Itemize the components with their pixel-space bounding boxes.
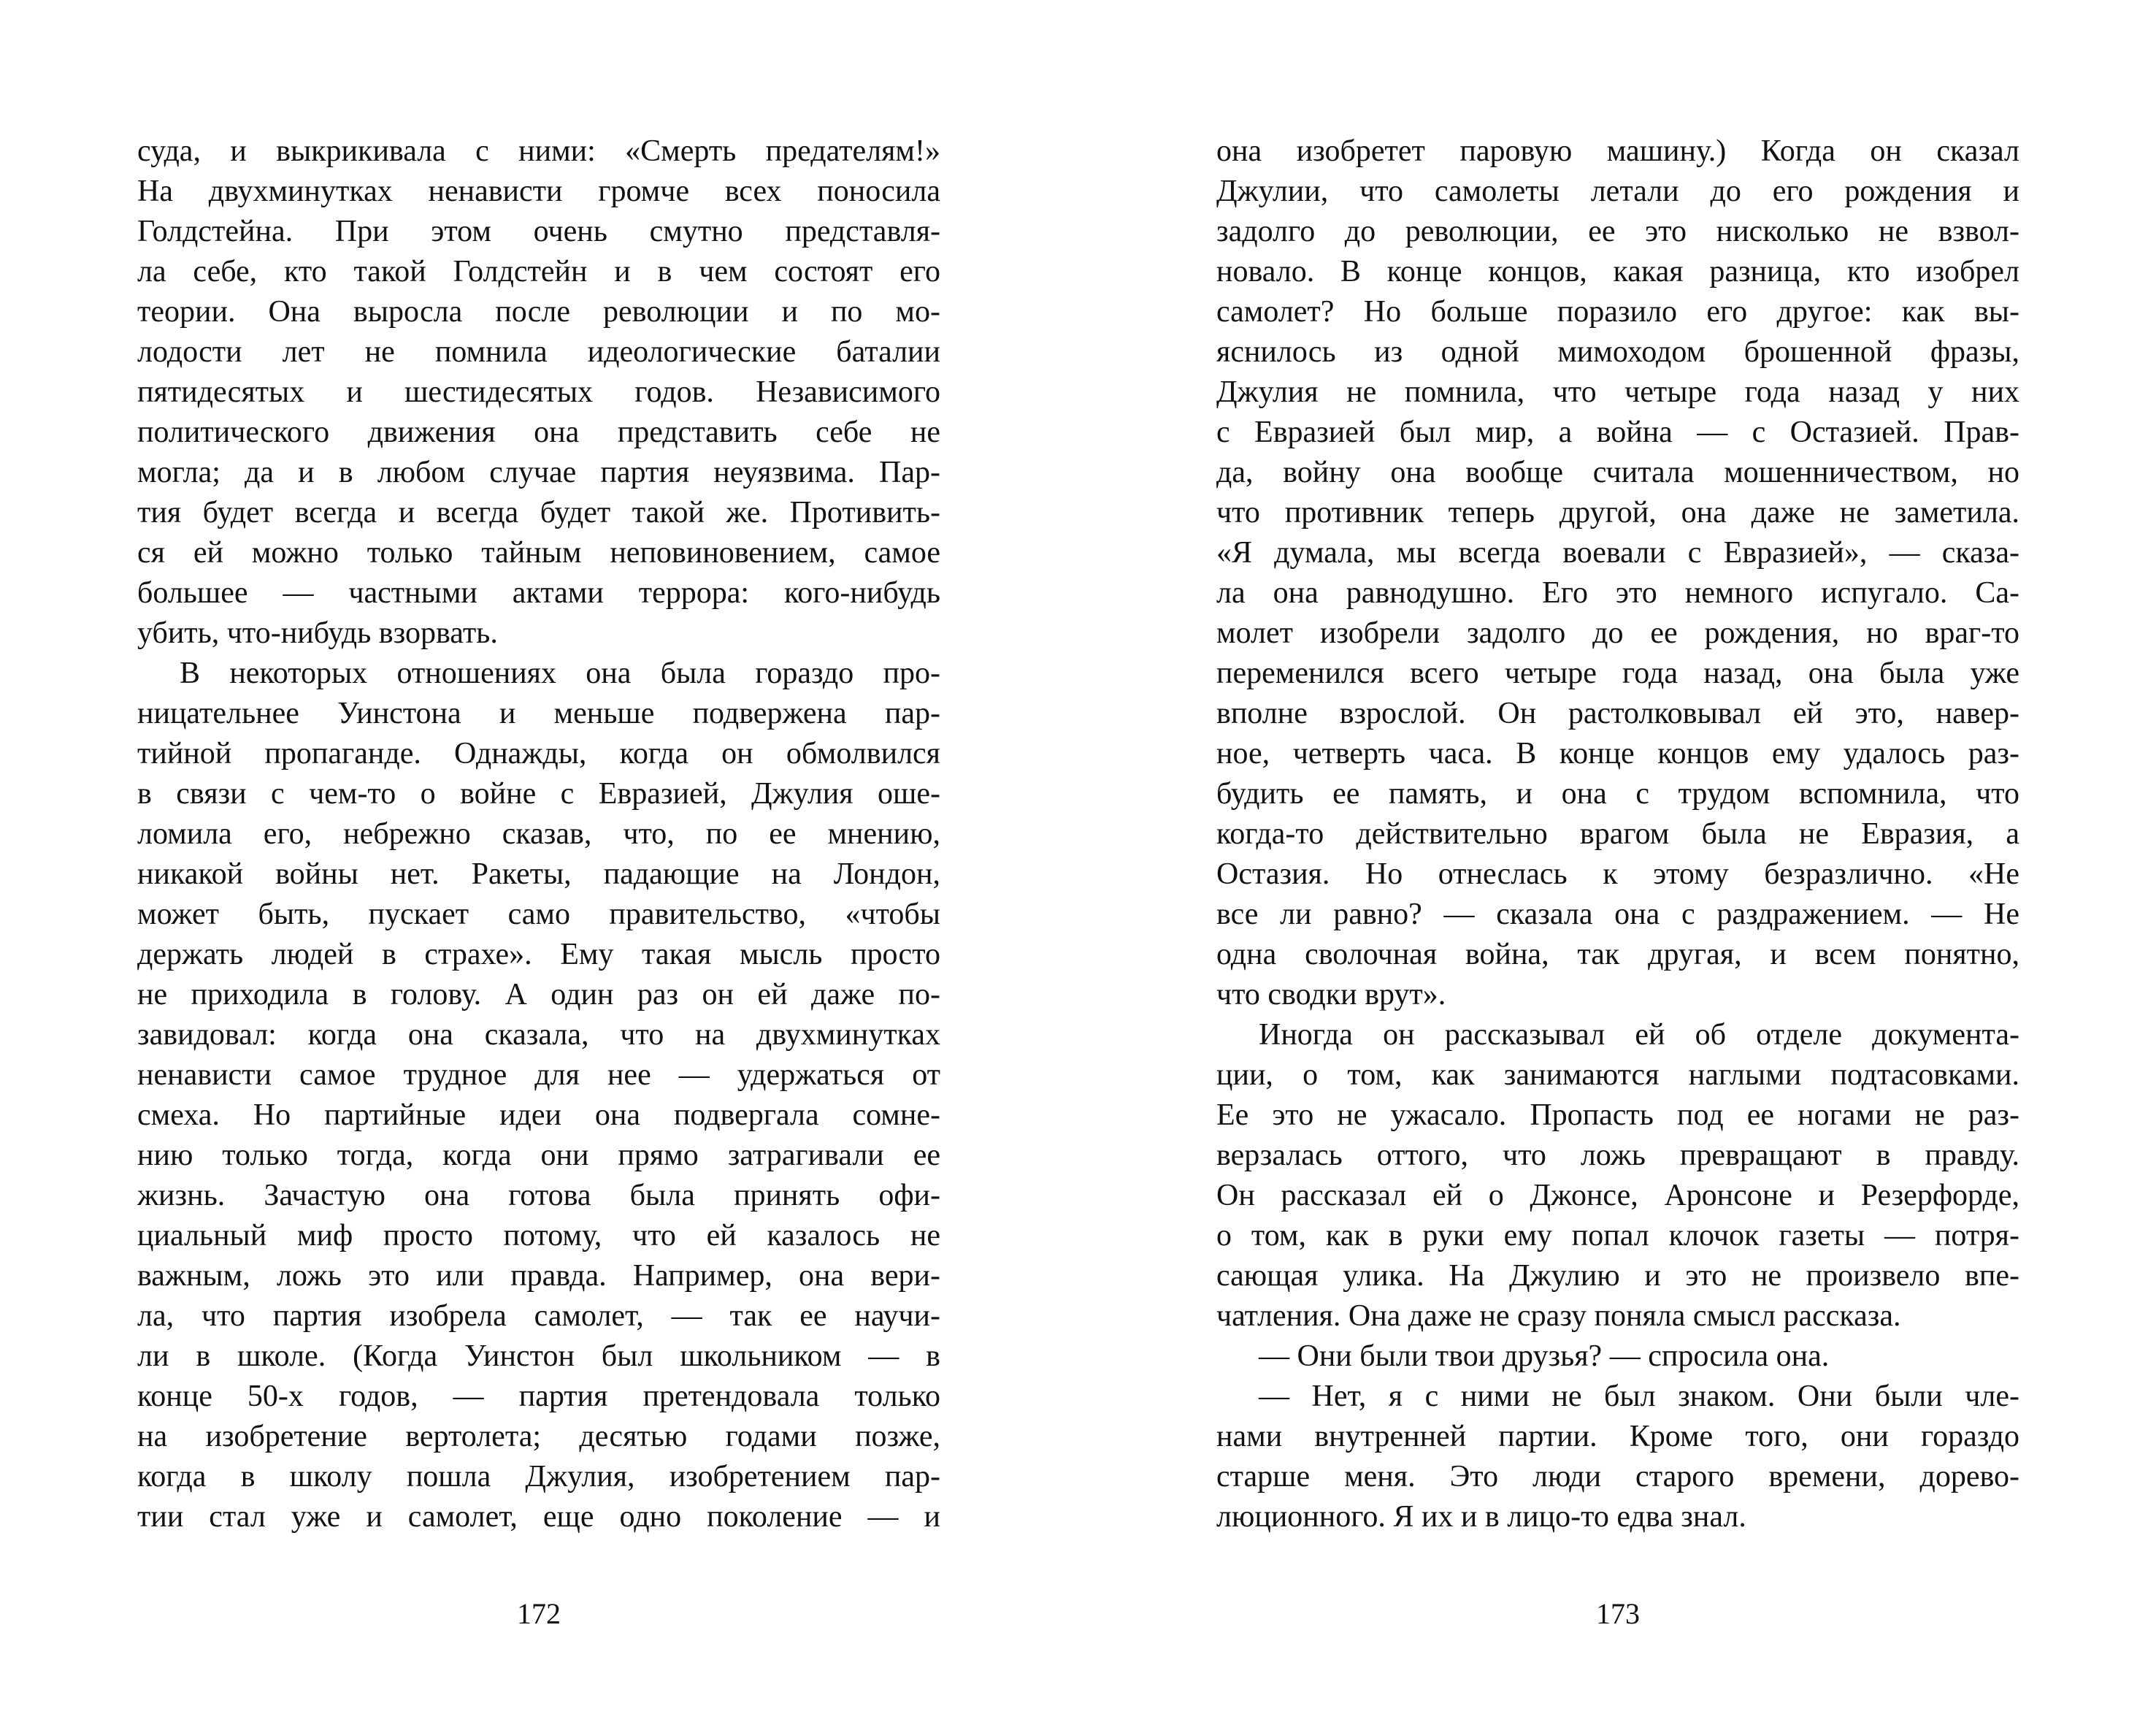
- text-line: суда, и выкрикивала с ними: «Смерть предателям!»: [137, 134, 940, 168]
- text-line: задолго до революции, ее это нисколько не взвол-: [1216, 215, 2019, 248]
- text-line: когда-то действительно врагом была не Евразия, а: [1216, 817, 2019, 851]
- text-line: новало. В конце концов, какая разница, кто изобрел: [1216, 255, 2019, 288]
- text-line: да, войну она вообще считала мошенничеством, но: [1216, 456, 2019, 489]
- text-line: конце 50-х годов, — партия претендовала только: [137, 1380, 940, 1413]
- text-line: ла себе, кто такой Голдстейн и в чем состоят его: [137, 255, 940, 288]
- text-line: когда в школу пошла Джулия, изобретением пар-: [137, 1460, 940, 1493]
- text-line: тия будет всегда и всегда будет такой же. Противить-: [137, 496, 940, 529]
- text-line: нами внутренней партии. Кроме того, они гораздо: [1216, 1420, 2019, 1453]
- text-line: ли в школе. (Когда Уинстон был школьником — в: [137, 1339, 940, 1373]
- text-line: ла, что партия изобрела самолет, — так ее научи-: [137, 1299, 940, 1333]
- text-line: В некоторых отношениях она была гораздо про-: [180, 657, 940, 690]
- page-right-text: [1216, 131, 2019, 1537]
- text-line: важным, ложь это или правда. Например, она вери-: [137, 1259, 940, 1293]
- page-right: [1078, 0, 2156, 1725]
- text-line: никакой войны нет. Ракеты, падающие на Лондон,: [137, 857, 940, 891]
- text-line: лодости лет не помнила идеологические баталии: [137, 335, 940, 369]
- text-line: могла; да и в любом случае партия неуязвима. Пар-: [137, 456, 940, 489]
- text-line: — Они были твои друзья? — спросила она.: [1259, 1339, 1830, 1373]
- text-line: На двухминутках ненависти громче всех поносила: [137, 175, 940, 208]
- page-left-number: 172: [517, 1597, 561, 1630]
- text-line: смеха. Но партийные идеи она подвергала сомне-: [137, 1098, 940, 1132]
- text-line: завидовал: когда она сказала, что на двухминутках: [137, 1018, 940, 1052]
- text-line: пятидесятых и шестидесятых годов. Независимого: [137, 375, 940, 409]
- text-line: одна сволочная война, так другая, и всем понятно,: [1216, 938, 2019, 971]
- text-line: переменился всего четыре года назад, она была уже: [1216, 657, 2019, 690]
- text-line: ции, о том, как занимаются наглыми подтасовками.: [1216, 1058, 2019, 1092]
- text-line: Джулия не помнила, что четыре года назад у них: [1216, 375, 2019, 409]
- text-line: ломила его, небрежно сказав, что, по ее мнению,: [137, 817, 940, 851]
- text-line: Остазия. Но отнеслась к этому безразлично. «Не: [1216, 857, 2019, 891]
- text-line: убить, что-нибудь взорвать.: [137, 616, 498, 650]
- text-line: люционного. Я их и в лицо-то едва знал.: [1216, 1500, 1746, 1534]
- text-line: ла она равнодушно. Его это немного испугало. Са-: [1216, 576, 2019, 610]
- text-line: будить ее память, и она с трудом вспомнила, что: [1216, 777, 2019, 811]
- text-line: вполне взрослой. Он растолковывал ей это, навер-: [1216, 697, 2019, 730]
- text-line: все ли равно? — сказала она с раздражением. — Не: [1216, 898, 2019, 931]
- text-line: не приходила в голову. А один раз он ей даже по-: [137, 978, 940, 1011]
- text-line: яснилось из одной мимоходом брошенной фразы,: [1216, 335, 2019, 369]
- text-line: Ее это не ужасало. Пропасть под ее ногами не раз-: [1216, 1098, 2019, 1132]
- text-line: «Я думала, мы всегда воевали с Евразией», — сказа-: [1216, 536, 2019, 570]
- text-line: молет изобрели задолго до ее рождения, но враг-то: [1216, 616, 2019, 650]
- text-line: что сводки врут».: [1216, 978, 1446, 1011]
- text-line: — Нет, я с ними не был знаком. Они были чле-: [1259, 1380, 2019, 1413]
- text-line: чатления. Она даже не сразу поняла смысл рассказа.: [1216, 1299, 1901, 1333]
- text-line: ся ей можно только тайным неповиновением, самое: [137, 536, 940, 570]
- text-line: что противник теперь другой, она даже не заметила.: [1216, 496, 2019, 529]
- text-line: Джулии, что самолеты летали до его рождения и: [1216, 175, 2019, 208]
- text-line: ное, четверть часа. В конце концов ему удалось раз-: [1216, 737, 2019, 770]
- text-line: держать людей в страхе». Ему такая мысль просто: [137, 938, 940, 971]
- page-left-text: [137, 131, 940, 1537]
- text-line: жизнь. Зачастую она готова была принять офи-: [137, 1179, 940, 1212]
- text-line: может быть, пускает само правительство, «чтобы: [137, 898, 940, 931]
- text-line: Он рассказал ей о Джонсе, Аронсоне и Резерфорде,: [1216, 1179, 2019, 1212]
- text-line: сающая улика. На Джулию и это не произвело впе-: [1216, 1259, 2019, 1293]
- text-line: старше меня. Это люди старого времени, дорево-: [1216, 1460, 2019, 1493]
- text-line: нию только тогда, когда они прямо затрагивали ее: [137, 1139, 940, 1172]
- text-line: самолет? Но больше поразило его другое: как вы-: [1216, 295, 2019, 329]
- text-line: циальный миф просто потому, что ей казалось не: [137, 1219, 940, 1252]
- text-line: ненависти самое трудное для нее — удержаться от: [137, 1058, 940, 1092]
- text-line: теории. Она выросла после революции и по мо-: [137, 295, 940, 329]
- text-line: верзалась оттого, что ложь превращают в правду.: [1216, 1139, 2019, 1172]
- text-line: на изобретение вертолета; десятью годами позже,: [137, 1420, 940, 1453]
- text-line: политического движения она представить себе не: [137, 416, 940, 449]
- text-line: она изобретет паровую машину.) Когда он сказал: [1216, 134, 2019, 168]
- text-line: тийной пропаганде. Однажды, когда он обмолвился: [137, 737, 940, 770]
- text-line: с Евразией был мир, а война — с Остазией. Прав-: [1216, 416, 2019, 449]
- text-line: о том, как в руки ему попал клочок газеты — потря-: [1216, 1219, 2019, 1252]
- text-line: ницательнее Уинстона и меньше подвержена пар-: [137, 697, 940, 730]
- text-line: большее — частными актами террора: кого-нибудь: [137, 576, 940, 610]
- text-line: Иногда он рассказывал ей об отделе документа-: [1259, 1018, 2019, 1052]
- text-line: в связи с чем-то о войне с Евразией, Джулия оше-: [137, 777, 940, 811]
- text-line: тии стал уже и самолет, еще одно поколение — и: [137, 1500, 940, 1534]
- text-line: Голдстейна. При этом очень смутно представля-: [137, 215, 940, 248]
- page-right-number: 173: [1596, 1597, 1640, 1630]
